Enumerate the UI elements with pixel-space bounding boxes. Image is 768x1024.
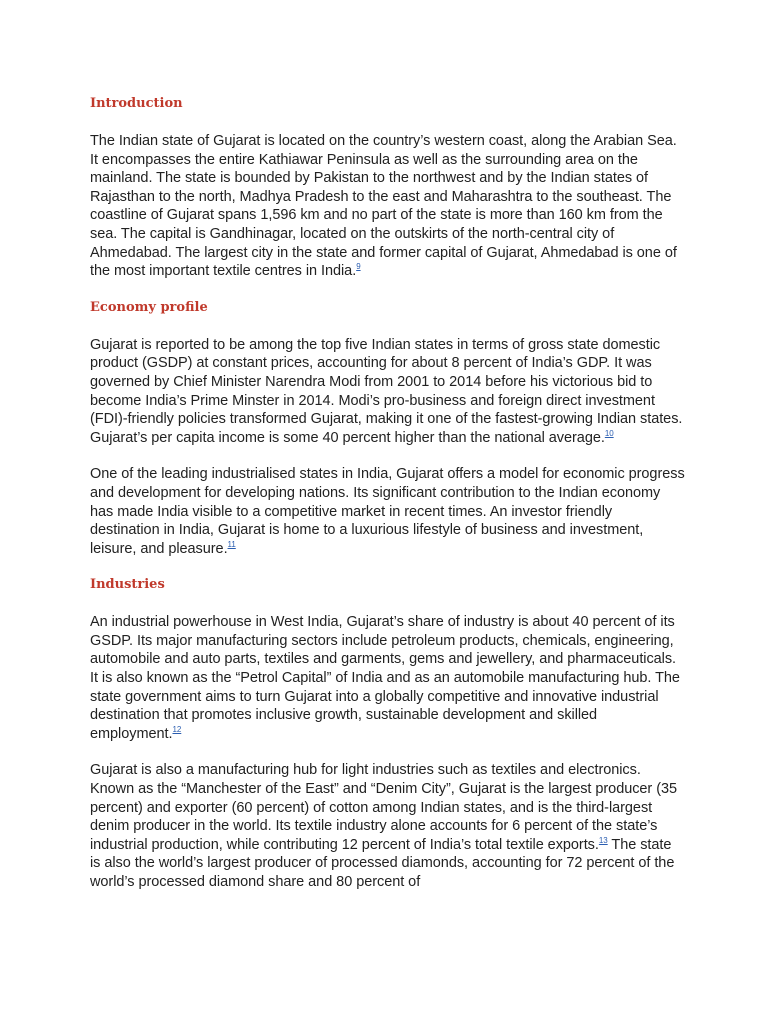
section-heading-economy-profile: Economy profile bbox=[90, 299, 208, 315]
footnote-link-12[interactable]: 12 bbox=[172, 725, 182, 735]
paragraph-industries-1 bbox=[90, 613, 685, 743]
paragraph-text: Gujarat is also a manufacturing hub for light industries such as textiles and electronics. Known as the “Manchester of the East” and “Denim City”, Gujarat is the largest producer (35 percent) and exporter (60 percent) of cotton among Indian states, and is the third-largest denim producer in the world. Its textile industry alone accounts for 6 percent of the state’s industrial production, while contributing 12 percent of India’s total textile exports. bbox=[90, 762, 677, 853]
paragraph-economy-1 bbox=[90, 336, 685, 448]
paragraph-text-continued: The state is also the world’s largest producer of processed diamonds, accounting for 72 percent of the world’s processed diamond share and 80 percent of bbox=[90, 836, 675, 890]
section-heading-industries: Industries bbox=[90, 577, 165, 593]
paragraph-text: The Indian state of Gujarat is located on the country’s western coast, along the Arabian Sea. It encompasses the entire Kathiawar Peninsula as well as the surrounding area on the mainland. The state is bounded by Pakistan to the northwest and by the Indian states of Rajasthan to the north, Madhya Pradesh to the east and Maharashtra to the southeast. The coastline of Gujarat spans 1,596 km and no part of the state is more than 160 km from the sea. The capital is Gandhinagar, located on the outskirts of the north-central city of Ahmedabad. The largest city in the state and former capital of Gujarat, Ahmedabad is one of the most important textile centres in India. bbox=[90, 133, 677, 280]
paragraph-text: One of the leading industrialised states in India, Gujarat offers a model for economic progress and development for developing nations. Its significant contribution to the Indian economy has made India visible to a competitive market in recent times. An investor friendly destination in India, Gujarat is home to a luxurious lifestyle of business and investment, leisure, and pleasure. bbox=[90, 466, 685, 557]
paragraph-industries-2 bbox=[90, 761, 685, 891]
footnote-link-10[interactable]: 10 bbox=[604, 428, 614, 438]
footnote-link-9[interactable]: 9 bbox=[356, 262, 361, 272]
section-heading-introduction: Introduction bbox=[90, 96, 183, 111]
document-page bbox=[90, 95, 685, 910]
paragraph-introduction bbox=[90, 132, 685, 281]
paragraph-text: An industrial powerhouse in West India, Gujarat’s share of industry is about 40 percent of its GSDP. Its major manufacturing sectors include petroleum products, chemicals, engineering, automobile and auto parts, textiles and garments, gems and jewellery, and pharmaceuticals. It is also known as the “Petrol Capital” of India and as an automobile manufacturing hub. The state government aims to turn Gujarat into a globally competitive and innovative industrial destination that promotes inclusive growth, sustainable development and skilled employment. bbox=[90, 614, 680, 742]
footnote-link-11[interactable]: 11 bbox=[227, 539, 236, 549]
paragraph-economy-2 bbox=[90, 465, 685, 558]
paragraph-text: Gujarat is reported to be among the top five Indian states in terms of gross state domestic product (GSDP) at constant prices, accounting for about 8 percent of India’s GDP. It was governed by Chief Minister Narendra Modi from 2001 to 2014 before his victorious bid to become India’s Prime Minster in 2014. Modi’s pro-business and foreign direct investment (FDI)-friendly policies transformed Gujarat, making it one of the fastest-growing Indian states. Gujarat’s per capita income is some 40 percent higher than the national average. bbox=[90, 336, 683, 446]
footnote-link-13[interactable]: 13 bbox=[598, 835, 608, 845]
